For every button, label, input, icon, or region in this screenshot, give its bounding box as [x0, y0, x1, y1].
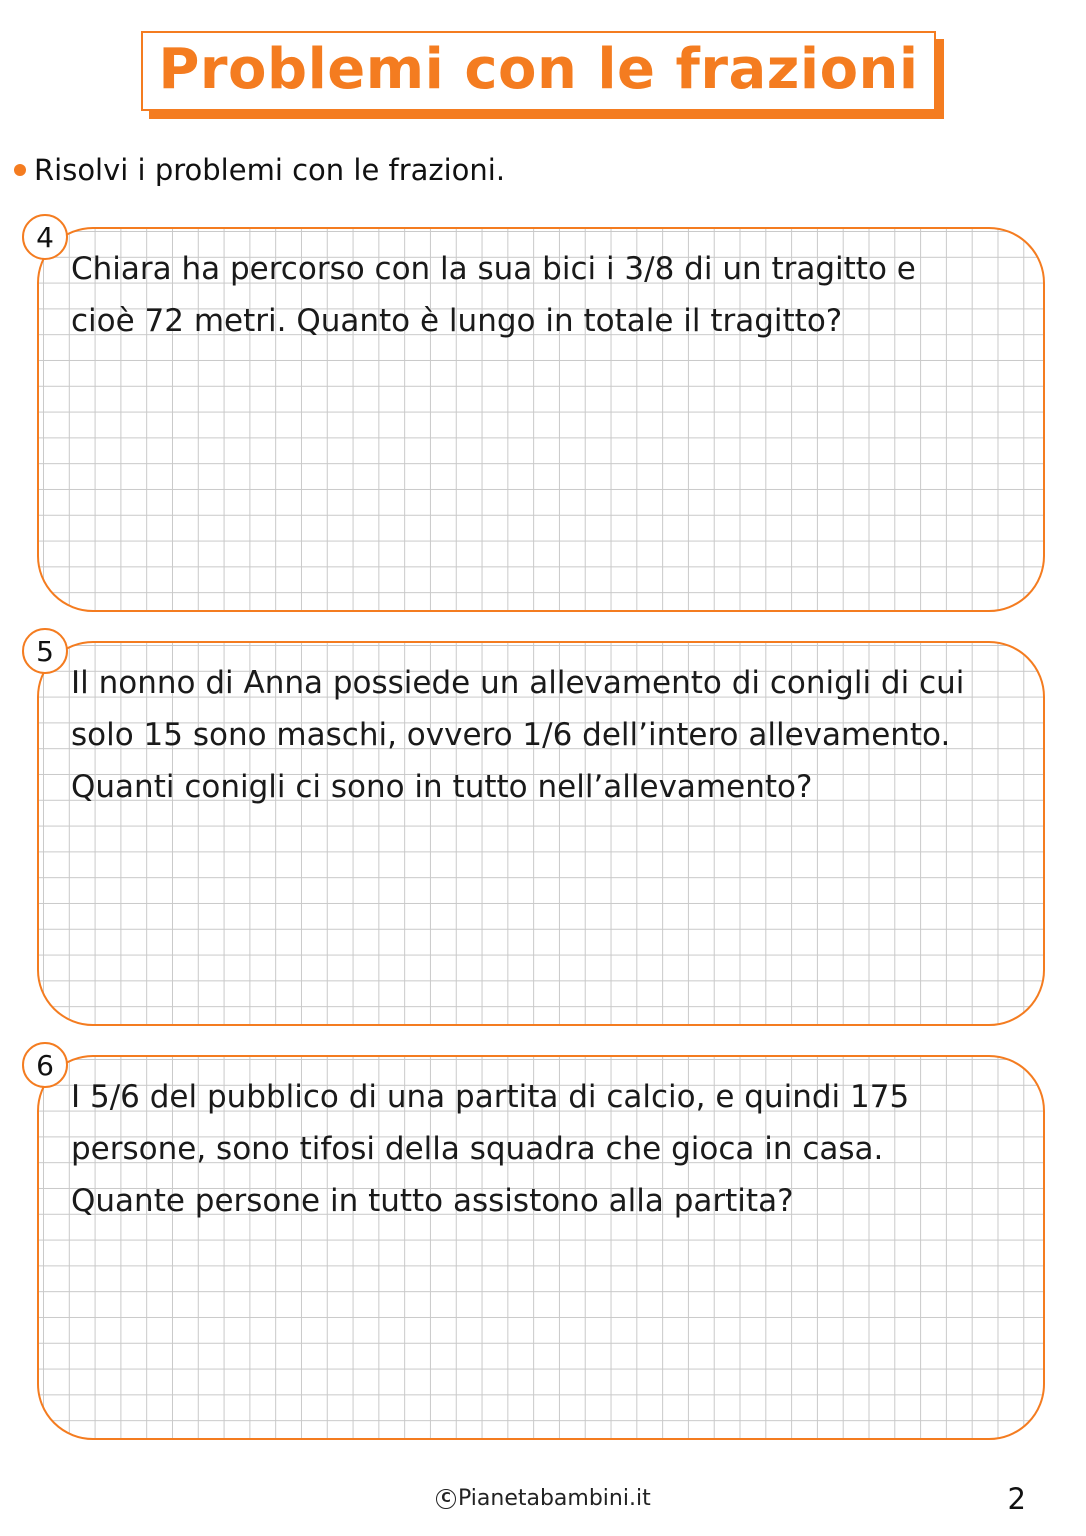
problem-text [71, 657, 1031, 813]
problem-card-4 [36, 220, 1049, 614]
problem-line: Quante persone in tutto assistono alla partita? [71, 1183, 794, 1219]
site-name: Pianetabambini.it [458, 1486, 651, 1511]
title-box [141, 31, 936, 111]
problem-text [71, 243, 1031, 347]
copyright-icon: C [436, 1489, 456, 1509]
title-banner [141, 31, 936, 111]
page-number: 2 [1007, 1482, 1026, 1516]
problem-line: I 5/6 del pubblico di una partita di calcio, e quindi 175 [71, 1079, 910, 1115]
page-title: Problemi con le frazioni [158, 37, 919, 102]
problem-card-5 [36, 634, 1049, 1028]
site-credit [436, 1486, 651, 1511]
bullet-icon [14, 164, 26, 176]
problem-line: persone, sono tifosi della squadra che gioca in casa. [71, 1131, 884, 1167]
problem-line: Chiara ha percorso con la sua bici i 3/8 di un tragitto e [71, 251, 916, 287]
problem-line: solo 15 sono maschi, ovvero 1/6 dell’intero allevamento. [71, 717, 951, 753]
problem-line: Il nonno di Anna possiede un allevamento di conigli di cui [71, 665, 965, 701]
problem-card-6 [36, 1048, 1049, 1442]
footer [0, 1484, 1086, 1518]
problem-line: Quanti conigli ci sono in tutto nell’allevamento? [71, 769, 813, 805]
problem-number-badge: 5 [22, 628, 68, 674]
problem-line: cioè 72 metri. Quanto è lungo in totale il tragitto? [71, 303, 843, 339]
problem-text [71, 1071, 1031, 1227]
problem-number-badge: 4 [22, 214, 68, 260]
instruction-text: Risolvi i problemi con le frazioni. [34, 153, 506, 187]
problem-number-badge: 6 [22, 1042, 68, 1088]
instruction [14, 150, 505, 190]
